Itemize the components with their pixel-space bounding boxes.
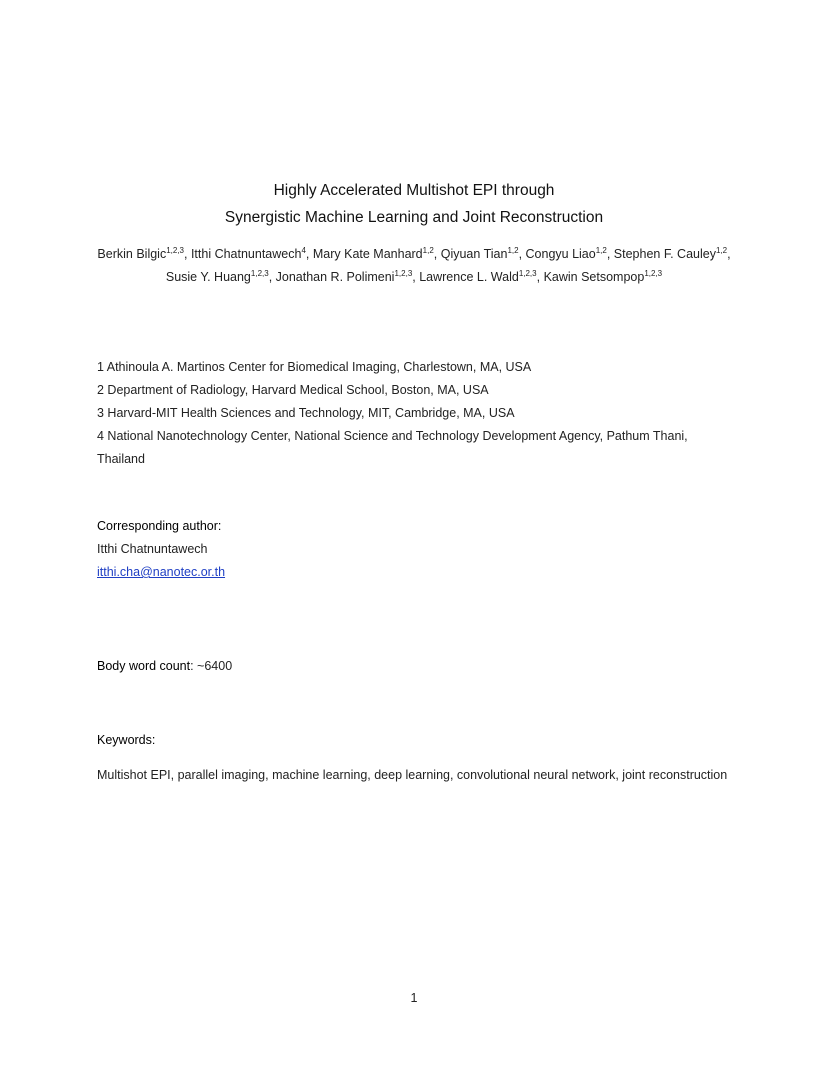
page-number: 1 [410,991,418,1005]
affiliation: 4 National Nanotechnology Center, National Science and Technology Development Agency, Pathum Thani, [97,429,688,443]
author: Jonathan R. Polimeni$^{1,2,3}$, [275,268,420,284]
author: Congyu Liao$^{1,2}$, [525,245,614,261]
author-affiliation-marker: 1,2 [715,245,728,255]
author-affiliation-marker: 1,2,3 [518,268,537,278]
author-affiliation-marker: 4 [301,245,306,255]
keywords-text: Multishot EPI, parallel imaging, machine learning, deep learning, convolutional neural network, joint reconstruction [97,768,728,782]
author-name: Susie Y. Huang [165,270,251,284]
author: Qiyuan Tian$^{1,2}$, [440,245,526,261]
author-affiliation-marker: 1,2 [422,245,434,255]
author-affiliation-marker: 1,2 [507,245,519,255]
author-affiliation-marker: 1,2,3 [250,268,269,278]
author-name: Qiyuan Tian [440,247,508,261]
author: Itthi Chatnuntawech$^4$, [190,245,313,261]
author [544,270,663,284]
author-affiliation-marker: 1,2,3 [644,268,663,278]
author: Berkin Bilgic$^{1,2,3}$, [97,245,191,261]
author-name: Lawrence L. Wald [419,270,519,284]
author-affiliation-marker: 1,2,3 [166,245,184,255]
author: Susie Y. Huang$^{1,2,3}$, [165,268,276,284]
author-name: Congyu Liao [525,247,596,261]
author-name: Mary Kate Manhard [312,247,423,261]
paper-title [0,177,828,231]
author: Mary Kate Manhard$^{1,2}$, [312,245,441,261]
author-name: Itthi Chatnuntawech [190,247,302,261]
corresponding-author-name: Itthi Chatnuntawech [97,542,208,556]
word-count-value: : ~6400 [190,659,233,673]
title-line-2: Synergistic Machine Learning and Joint Reconstruction [224,209,604,226]
corresponding-author-label: Corresponding author: [97,519,222,533]
corresponding-author-section [97,515,225,584]
author-name: Kawin Setsompop [543,270,645,284]
affiliation: 3 Harvard-MIT Health Sciences and Technology, MIT, Cambridge, MA, USA [97,406,515,420]
author-name: Stephen F. Cauley [613,247,716,261]
affiliation: 2 Department of Radiology, Harvard Medical School, Boston, MA, USA [97,383,489,397]
author: Stephen F. Cauley$^{1,2}$, [613,245,731,261]
affiliation-list [97,356,747,471]
word-count-label: Body word count [97,659,191,673]
word-count-line [97,655,232,678]
author-list [96,243,732,289]
author: Lawrence L. Wald$^{1,2,3}$, [419,268,544,284]
affiliation: 1 Athinoula A. Martinos Center for Biomedical Imaging, Charlestown, MA, USA [97,360,532,374]
author-name: Berkin Bilgic [97,247,167,261]
affiliation-continuation: Thailand [97,452,145,466]
corresponding-author-email-link[interactable]: itthi.cha@nanotec.or.th [97,565,226,579]
keywords-label: Keywords: [97,733,156,747]
author-name: Jonathan R. Polimeni [275,270,395,284]
author-affiliation-marker: 1,2,3 [394,268,413,278]
author-affiliation-marker: 1,2 [595,245,607,255]
title-line-1: Highly Accelerated Multishot EPI through [273,182,555,199]
